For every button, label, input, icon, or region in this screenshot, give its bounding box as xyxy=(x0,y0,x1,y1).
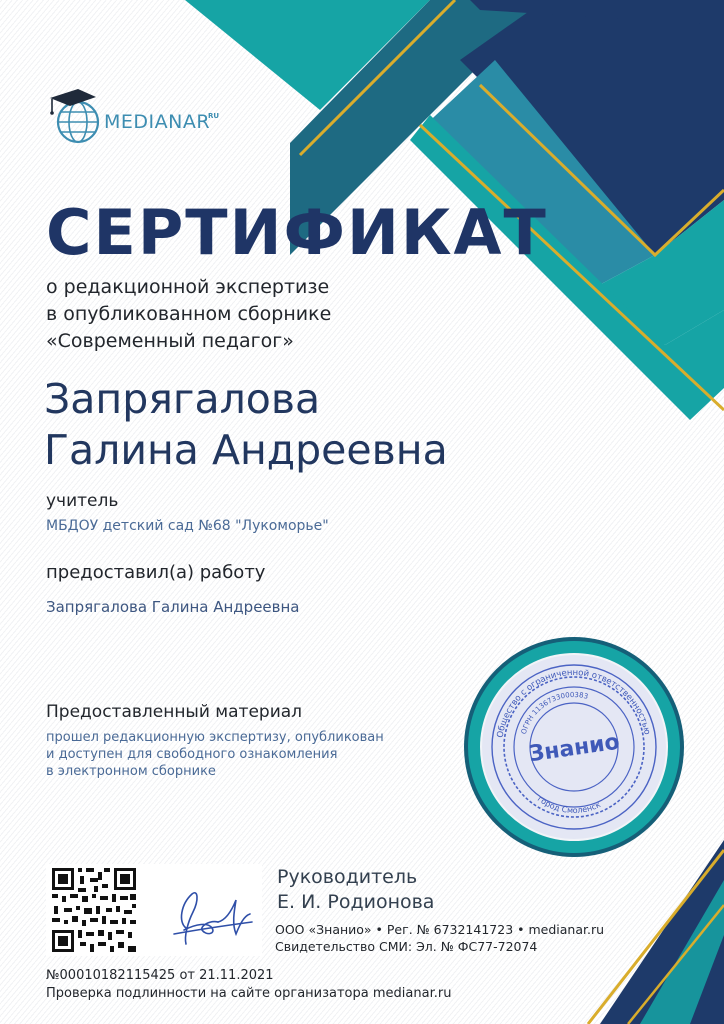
logo-name[interactable]: MEDIANAR xyxy=(104,111,211,133)
head-name: Е. И. Родионова xyxy=(277,891,435,913)
certificate-title: СЕРТИФИКАТ xyxy=(46,196,548,269)
logo-suffix: RU xyxy=(208,112,220,120)
recipient-surname: Запрягалова xyxy=(44,375,321,423)
verification-text[interactable]: Проверка подлинности на сайте организатора medianar.ru xyxy=(46,986,452,1001)
recipient-position: учитель xyxy=(46,491,119,511)
submitted-label: предоставил(а) работу xyxy=(46,562,266,583)
material-label: Предоставленный материал xyxy=(46,702,303,722)
company-seal xyxy=(464,637,684,857)
subtitle-line: «Современный педагог» xyxy=(46,330,294,352)
certificate-number: №00010182115425 от 21.11.2021 xyxy=(46,968,274,983)
head-label: Руководитель xyxy=(277,866,418,888)
seal-center-text: Знанио xyxy=(527,729,622,768)
globe-graduation-cap-icon xyxy=(50,89,98,142)
seal-ogrn-text: ОГРН 1136733000383 xyxy=(519,690,589,736)
seal-ring-text: Общество с ограниченной ответственностью xyxy=(495,667,652,739)
recipient-given-names: Галина Андреевна xyxy=(44,426,448,474)
material-line: в электронном сборнике xyxy=(46,764,216,779)
recipient-organization: МБДОУ детский сад №68 "Лукоморье" xyxy=(46,518,329,534)
qr-signature-panel xyxy=(46,864,262,956)
material-line: и доступен для свободного ознакомления xyxy=(46,747,338,762)
media-certificate: Свидетельство СМИ: Эл. № ФС77-72074 xyxy=(275,939,538,954)
seal-bottom-text: город Смоленск xyxy=(535,794,603,816)
certificate-subtitle xyxy=(46,274,331,355)
submitted-name: Запрягалова Галина Андреевна xyxy=(46,598,300,616)
signature-image xyxy=(174,893,252,944)
subtitle-line: о редакционной экспертизе xyxy=(46,276,330,298)
company-info: ООО «Знанио» • Рег. № 6732141723 • medianar.ru xyxy=(275,922,605,937)
material-description xyxy=(46,729,384,780)
qr-code[interactable] xyxy=(50,866,138,954)
subtitle-line: в опубликованном сборнике xyxy=(46,303,332,325)
recipient-name xyxy=(44,374,448,476)
material-line: прошел редакционную экспертизу, опубликован xyxy=(46,730,384,745)
